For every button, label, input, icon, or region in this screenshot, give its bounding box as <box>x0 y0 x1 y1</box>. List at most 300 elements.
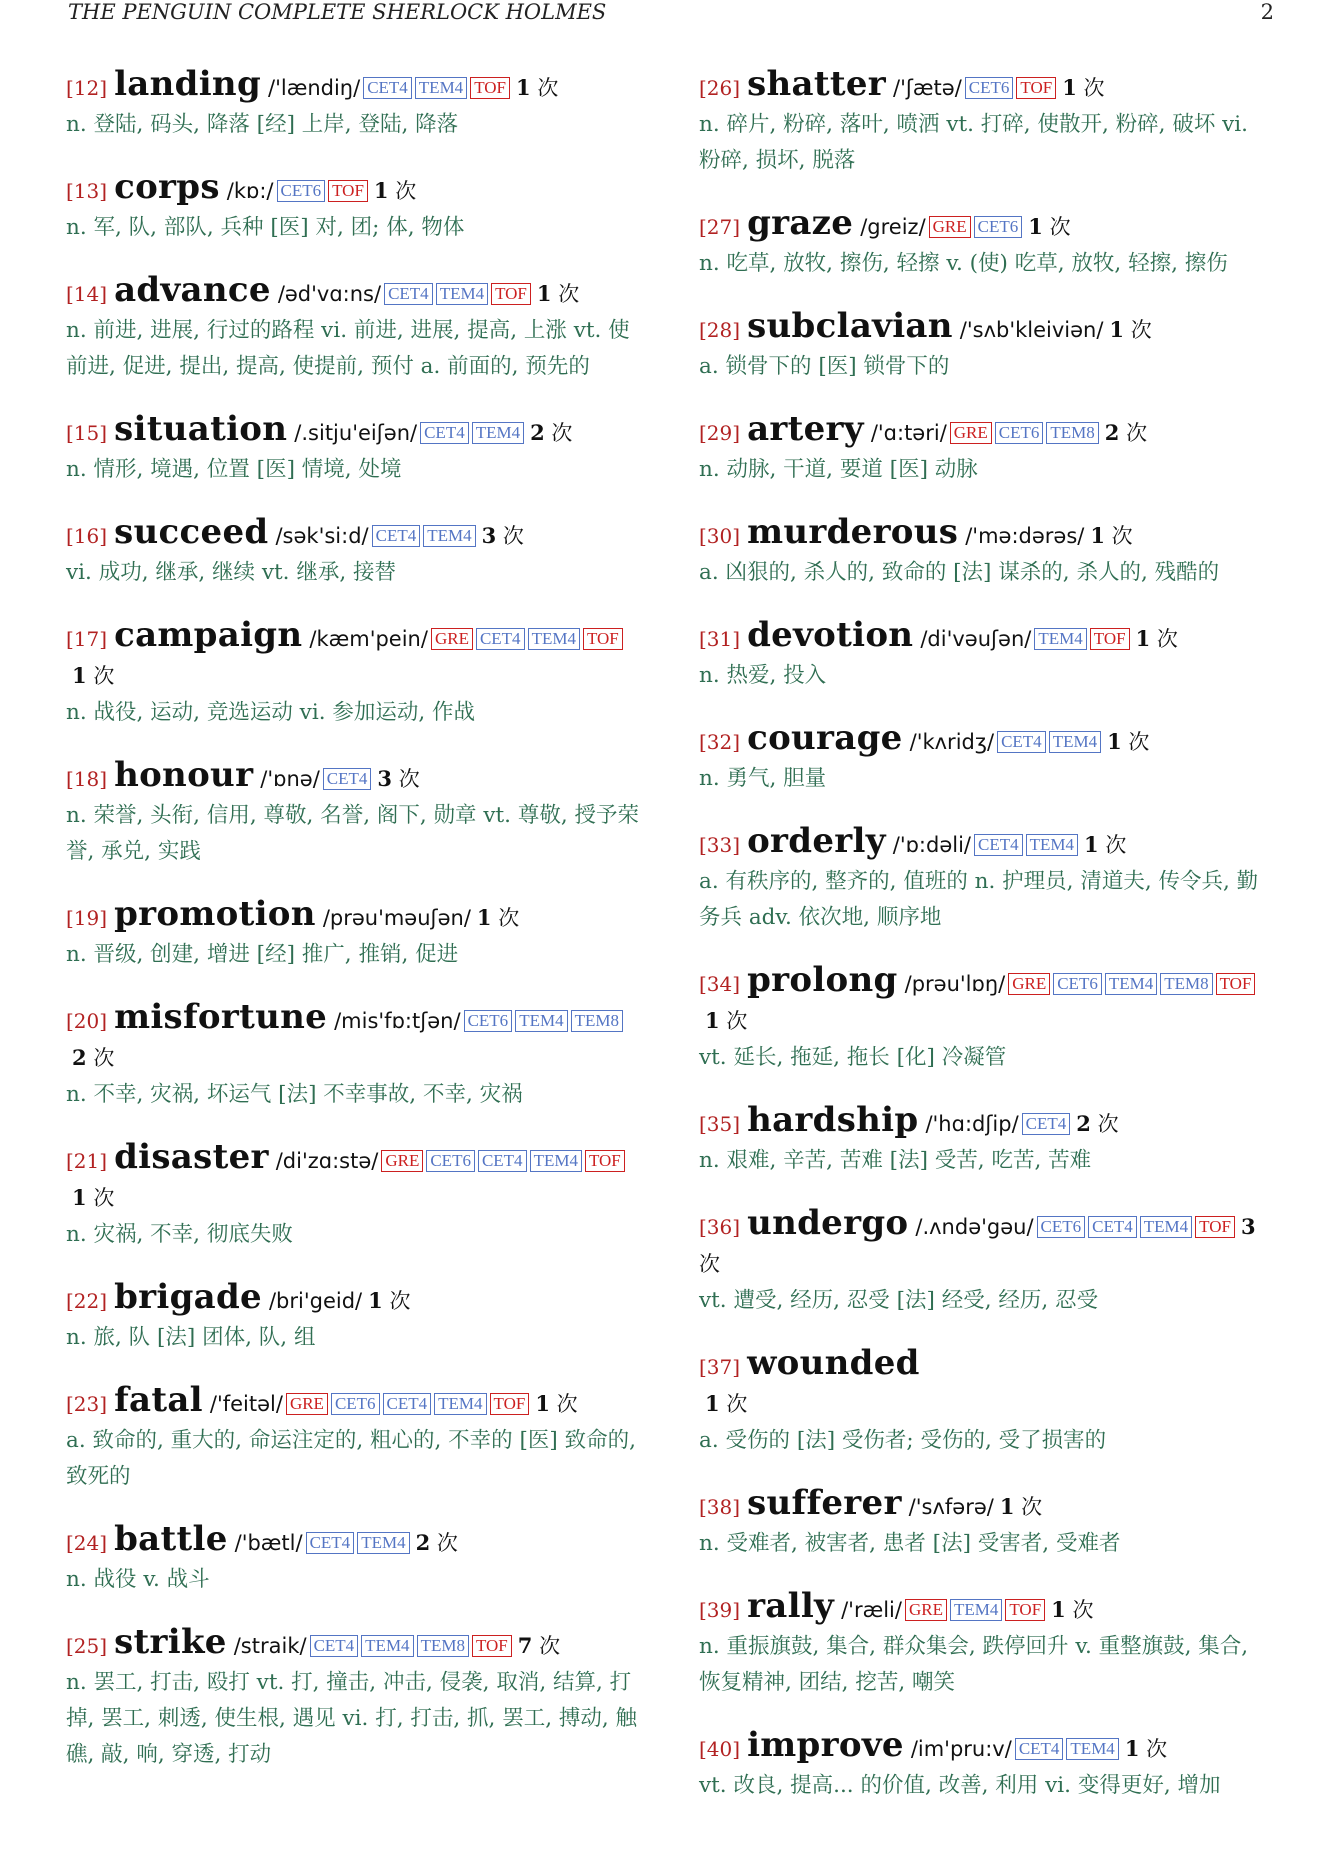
frequency-number: 3 <box>1240 1214 1256 1239</box>
frequency-number: 1 <box>705 1391 720 1416</box>
vocab-entry <box>66 617 641 731</box>
definition: n. 旅, 队 [法] 团体, 队, 组 <box>66 1325 316 1350</box>
headword: hardship <box>747 1100 919 1140</box>
headword: prolong <box>747 960 898 1000</box>
frequency-unit: 次 <box>1021 1495 1043 1519</box>
vocab-entry <box>699 1345 1274 1459</box>
entry-number: [13] <box>66 179 108 203</box>
phonetic: /di'vəuʃən/ <box>920 627 1032 651</box>
entry-headline <box>699 205 1274 246</box>
book-title: THE PENGUIN COMPLETE SHERLOCK HOLMES <box>68 0 607 24</box>
headword: graze <box>747 203 854 243</box>
exam-tag: TEM4 <box>361 1635 413 1657</box>
frequency-unit: 次 <box>699 1252 720 1276</box>
headword: fatal <box>114 1380 203 1420</box>
exam-tag: CET4 <box>478 1150 527 1172</box>
frequency-unit: 次 <box>539 1634 561 1658</box>
frequency-count <box>1125 1737 1167 1761</box>
exam-tag: CET4 <box>323 768 372 790</box>
vocab-entry <box>66 757 641 870</box>
entry-headline <box>66 514 641 555</box>
exam-tag: CET6 <box>331 1393 380 1415</box>
entry-number: [35] <box>699 1112 741 1136</box>
vocab-entry <box>66 66 641 143</box>
exam-tag: TEM8 <box>1160 973 1212 995</box>
entry-headline <box>66 169 641 210</box>
exam-tag: CET6 <box>1037 1216 1086 1238</box>
exam-tag: GRE <box>431 628 473 650</box>
phonetic: /straik/ <box>233 1634 307 1658</box>
exam-tag: TEM4 <box>436 283 488 305</box>
frequency-count <box>1109 318 1151 342</box>
frequency-count <box>72 1186 114 1210</box>
frequency-unit: 次 <box>556 1392 578 1416</box>
headword: promotion <box>114 894 316 934</box>
definition: a. 有秩序的, 整齐的, 值班的 n. 护理员, 清道夫, 传令兵, 勤务兵 adv. 依次地, 顺序地 <box>699 869 1259 930</box>
frequency-count <box>516 76 558 100</box>
definition: n. 罢工, 打击, 殴打 vt. 打, 撞击, 冲击, 侵袭, 取消, 结算, 打掉, 罢工, 刺透, 使生根, 遇见 vi. 打, 打击, 抓, 罢工, 搏动, 触礁, 敲, 响, 穿透, 打动 <box>66 1670 638 1767</box>
frequency-unit: 次 <box>726 1009 748 1033</box>
frequency-number: 2 <box>415 1530 431 1555</box>
frequency-number: 1 <box>536 281 552 306</box>
frequency-count <box>1051 1598 1093 1622</box>
entry-headline <box>699 308 1274 349</box>
exam-tag: CET4 <box>306 1532 355 1554</box>
frequency-number: 1 <box>1124 1736 1140 1761</box>
headword: improve <box>747 1725 904 1765</box>
definition: n. 晋级, 创建, 增进 [经] 推广, 推销, 促进 <box>66 942 459 967</box>
entry-headline <box>66 272 641 313</box>
frequency-count <box>72 1046 114 1070</box>
exam-tag: GRE <box>381 1150 423 1172</box>
phonetic: /.ʌndə'gəu/ <box>915 1215 1034 1239</box>
entry-number: [16] <box>66 524 108 548</box>
phonetic: /kɒ:/ <box>226 179 274 203</box>
headword: murderous <box>747 512 959 552</box>
phonetic: /'sʌb'kleiviən/ <box>959 318 1104 342</box>
exam-tag: TEM4 <box>950 1599 1002 1621</box>
phonetic: /greiz/ <box>860 215 926 239</box>
definition: n. 荣誉, 头衔, 信用, 尊敬, 名誉, 阁下, 勋章 vt. 尊敬, 授予荣誉, 承兑, 实践 <box>66 803 639 864</box>
exam-tag: TOF <box>583 628 623 650</box>
phonetic: /'kʌridʒ/ <box>909 730 995 754</box>
frequency-number: 7 <box>517 1633 533 1658</box>
exam-tag: TEM8 <box>1046 422 1098 444</box>
phonetic: /'bætl/ <box>234 1531 303 1555</box>
exam-tag: CET4 <box>420 422 469 444</box>
entry-number: [18] <box>66 767 108 791</box>
headword: situation <box>114 409 288 449</box>
vocab-entry <box>699 617 1274 694</box>
exam-tag: TEM4 <box>1140 1216 1192 1238</box>
entry-headline <box>66 999 641 1077</box>
definition: n. 受难者, 被害者, 患者 [法] 受害者, 受难者 <box>699 1531 1121 1556</box>
headword: strike <box>114 1622 227 1662</box>
phonetic: /bri'geid/ <box>268 1289 363 1313</box>
headword: undergo <box>747 1203 909 1243</box>
frequency-number: 3 <box>481 523 497 548</box>
frequency-count <box>1136 627 1178 651</box>
entry-headline <box>699 1485 1274 1526</box>
exam-tag: CET6 <box>995 422 1044 444</box>
headword: corps <box>114 167 220 207</box>
definition: n. 吃草, 放牧, 擦伤, 轻擦 v. (使) 吃草, 放牧, 轻擦, 擦伤 <box>699 251 1228 276</box>
exam-tag: CET6 <box>277 180 326 202</box>
definition: n. 登陆, 码头, 降落 [经] 上岸, 登陆, 降落 <box>66 112 459 137</box>
frequency-unit: 次 <box>395 179 417 203</box>
exam-tag: TOF <box>472 1635 512 1657</box>
frequency-number: 1 <box>72 663 87 688</box>
headword: devotion <box>747 615 914 655</box>
entry-headline <box>699 720 1274 761</box>
vocab-entry <box>699 1588 1274 1701</box>
entry-headline <box>66 1139 641 1217</box>
frequency-unit: 次 <box>1083 76 1105 100</box>
exam-tag: TEM4 <box>434 1393 486 1415</box>
definition: n. 热爱, 投入 <box>699 663 827 688</box>
phonetic: /kæm'pein/ <box>309 627 428 651</box>
definition: n. 重振旗鼓, 集合, 群众集会, 跌停回升 v. 重整旗鼓, 集合, 恢复精神, 团结, 挖苦, 嘲笑 <box>699 1634 1249 1695</box>
entry-number: [29] <box>699 421 741 445</box>
frequency-unit: 次 <box>1072 1598 1094 1622</box>
headword: shatter <box>747 64 887 104</box>
vocab-entry <box>699 1102 1274 1179</box>
frequency-unit: 次 <box>1111 524 1133 548</box>
entry-headline <box>66 1521 641 1562</box>
frequency-number: 1 <box>516 75 531 100</box>
exam-tag: TEM4 <box>1049 731 1101 753</box>
frequency-count <box>1000 1495 1042 1519</box>
right-column <box>699 66 1274 1830</box>
headword: honour <box>114 755 254 795</box>
vocab-entry <box>66 896 641 973</box>
frequency-count <box>477 906 519 930</box>
frequency-count <box>705 1009 747 1033</box>
exam-tag: TEM4 <box>1034 628 1086 650</box>
frequency-unit: 次 <box>93 1046 115 1070</box>
exam-tag: TOF <box>1195 1216 1235 1238</box>
entry-headline <box>699 411 1274 452</box>
definition: n. 艰难, 辛苦, 苦难 [法] 受苦, 吃苦, 苦难 <box>699 1148 1092 1173</box>
entry-number: [28] <box>699 318 741 342</box>
frequency-unit: 次 <box>1049 215 1071 239</box>
definition: n. 动脉, 干道, 要道 [医] 动脉 <box>699 457 978 482</box>
frequency-unit: 次 <box>558 282 580 306</box>
entry-number: [21] <box>66 1149 108 1173</box>
exam-tag: CET6 <box>965 77 1014 99</box>
headword: battle <box>114 1519 228 1559</box>
entry-headline <box>699 1588 1274 1629</box>
exam-tag: CET4 <box>1022 1113 1071 1135</box>
phonetic: /'ʃætə/ <box>893 76 962 100</box>
entry-headline <box>699 617 1274 658</box>
headword: misfortune <box>114 997 328 1037</box>
vocab-entry <box>699 1485 1274 1562</box>
exam-tag: TEM4 <box>472 422 524 444</box>
exam-tag: TOF <box>470 77 510 99</box>
frequency-unit: 次 <box>398 767 420 791</box>
exam-tag: CET6 <box>1053 973 1102 995</box>
frequency-number: 1 <box>373 178 389 203</box>
entry-number: [38] <box>699 1495 741 1519</box>
headword: disaster <box>114 1137 269 1177</box>
entry-headline <box>66 411 641 452</box>
definition: n. 前进, 进展, 行过的路程 vi. 前进, 进展, 提高, 上涨 vt. 使前进, 促进, 提出, 提高, 使提前, 预付 a. 前面的, 预先的 <box>66 318 630 379</box>
exam-tag: TEM8 <box>417 1635 469 1657</box>
phonetic: /prəu'lɒŋ/ <box>904 972 1006 996</box>
exam-tag: TEM4 <box>1026 834 1078 856</box>
frequency-unit: 次 <box>1156 627 1178 651</box>
exam-tag: CET4 <box>997 731 1046 753</box>
definition: vt. 延长, 拖延, 拖长 [化] 冷凝管 <box>699 1045 1007 1070</box>
frequency-count <box>1028 215 1070 239</box>
phonetic: /'lændiŋ/ <box>268 76 361 100</box>
exam-tag: CET4 <box>363 77 412 99</box>
phonetic: /'hɑ:dʃip/ <box>925 1112 1019 1136</box>
vocab-entry <box>699 1727 1274 1804</box>
definition: vt. 改良, 提高... 的价值, 改善, 利用 vi. 变得更好, 增加 <box>699 1773 1221 1798</box>
exam-tag: TOF <box>1216 973 1256 995</box>
frequency-count <box>1076 1112 1118 1136</box>
frequency-number: 2 <box>1104 420 1120 445</box>
frequency-unit: 次 <box>551 421 573 445</box>
definition: n. 不幸, 灾祸, 坏运气 [法] 不幸事故, 不幸, 灾祸 <box>66 1082 523 1107</box>
entry-number: [25] <box>66 1634 108 1658</box>
entry-number: [22] <box>66 1289 108 1313</box>
vocab-entry <box>699 720 1274 797</box>
vocab-entry <box>66 1382 641 1495</box>
frequency-unit: 次 <box>1130 318 1152 342</box>
frequency-count <box>530 421 572 445</box>
vocab-entry <box>699 411 1274 488</box>
entry-number: [14] <box>66 282 108 306</box>
entry-number: [30] <box>699 524 741 548</box>
exam-tag: GRE <box>905 1599 947 1621</box>
phonetic: /sək'si:d/ <box>275 524 369 548</box>
entry-number: [40] <box>699 1737 741 1761</box>
definition: n. 情形, 境遇, 位置 [医] 情境, 处境 <box>66 457 402 482</box>
entry-number: [32] <box>699 730 741 754</box>
frequency-number: 1 <box>368 1288 383 1313</box>
headword: advance <box>114 270 271 310</box>
headword: landing <box>114 64 262 104</box>
entry-headline <box>699 514 1274 555</box>
entry-number: [34] <box>699 972 741 996</box>
frequency-number: 1 <box>1135 626 1151 651</box>
vocab-entry <box>66 1139 641 1253</box>
definition: a. 受伤的 [法] 受伤者; 受伤的, 受了损害的 <box>699 1428 1107 1453</box>
entry-headline <box>699 962 1274 1040</box>
entry-number: [39] <box>699 1598 741 1622</box>
frequency-count <box>535 1392 577 1416</box>
frequency-number: 1 <box>1084 832 1099 857</box>
headword: campaign <box>114 615 303 655</box>
exam-tag: CET4 <box>383 1393 432 1415</box>
frequency-number: 1 <box>999 1494 1015 1519</box>
entry-number: [23] <box>66 1392 108 1416</box>
phonetic: /'feitəl/ <box>209 1392 283 1416</box>
definition: a. 凶狠的, 杀人的, 致命的 [法] 谋杀的, 杀人的, 残酷的 <box>699 560 1220 585</box>
definition: n. 战役 v. 战斗 <box>66 1567 210 1592</box>
vocab-entry <box>699 1205 1274 1319</box>
entry-headline <box>66 66 641 107</box>
vocab-entry <box>699 66 1274 179</box>
definition: a. 锁骨下的 [医] 锁骨下的 <box>699 354 950 379</box>
frequency-unit: 次 <box>502 524 524 548</box>
exam-tag: CET4 <box>310 1635 359 1657</box>
running-header <box>68 0 1274 26</box>
frequency-unit: 次 <box>1126 421 1148 445</box>
exam-tag: CET4 <box>372 525 421 547</box>
entry-headline <box>699 66 1274 107</box>
headword: sufferer <box>747 1483 902 1523</box>
entry-number: [26] <box>699 76 741 100</box>
exam-tag: TOF <box>585 1150 625 1172</box>
entry-number: [20] <box>66 1009 108 1033</box>
exam-tag: TEM4 <box>1066 1738 1118 1760</box>
frequency-unit: 次 <box>93 1186 115 1210</box>
entry-headline <box>66 757 641 798</box>
definition: n. 军, 队, 部队, 兵种 [医] 对, 团; 体, 物体 <box>66 215 465 240</box>
exam-tag: TEM4 <box>515 1010 567 1032</box>
exam-tag: TEM4 <box>415 77 467 99</box>
frequency-count <box>368 1289 410 1313</box>
frequency-unit: 次 <box>1097 1112 1119 1136</box>
phonetic: /əd'vɑ:ns/ <box>277 282 382 306</box>
entry-headline <box>699 1205 1274 1283</box>
entry-number: [37] <box>699 1355 741 1379</box>
entry-number: [36] <box>699 1215 741 1239</box>
vocab-entry <box>66 1624 641 1773</box>
page-number: 2 <box>1260 0 1274 24</box>
entry-number: [15] <box>66 421 108 445</box>
frequency-unit: 次 <box>537 76 559 100</box>
frequency-number: 2 <box>530 420 545 445</box>
entry-number: [19] <box>66 906 108 930</box>
entry-headline <box>66 896 641 937</box>
entry-headline <box>66 1624 641 1665</box>
frequency-count <box>377 767 419 791</box>
entry-number: [12] <box>66 76 108 100</box>
exam-tag: TEM4 <box>1105 973 1157 995</box>
frequency-number: 3 <box>377 766 393 791</box>
exam-tag: TOF <box>328 180 368 202</box>
frequency-count <box>1105 421 1147 445</box>
frequency-number: 1 <box>476 905 492 930</box>
frequency-unit: 次 <box>389 1289 411 1313</box>
entry-headline <box>699 823 1274 864</box>
frequency-number: 1 <box>705 1008 720 1033</box>
exam-tag: CET6 <box>426 1150 475 1172</box>
entry-headline <box>66 617 641 695</box>
frequency-count <box>705 1392 747 1416</box>
exam-tag: CET6 <box>464 1010 513 1032</box>
exam-tag: TEM4 <box>530 1150 582 1172</box>
definition: n. 勇气, 胆量 <box>699 766 827 791</box>
headword: courage <box>747 718 903 758</box>
vocab-entry <box>66 514 641 591</box>
frequency-count <box>1107 730 1149 754</box>
frequency-count <box>1062 76 1104 100</box>
exam-tag: CET4 <box>1088 1216 1137 1238</box>
exam-tag: TOF <box>1016 77 1056 99</box>
headword: artery <box>747 409 864 449</box>
frequency-count <box>1084 833 1126 857</box>
headword: wounded <box>747 1343 920 1383</box>
frequency-number: 1 <box>1051 1597 1066 1622</box>
vocab-entry <box>66 272 641 385</box>
headword: succeed <box>114 512 269 552</box>
frequency-unit: 次 <box>1128 730 1150 754</box>
frequency-number: 1 <box>1090 523 1105 548</box>
exam-tag: GRE <box>1008 973 1050 995</box>
headword: subclavian <box>747 306 953 346</box>
vocab-entry <box>66 169 641 246</box>
exam-tag: GRE <box>950 422 992 444</box>
frequency-unit: 次 <box>1105 833 1127 857</box>
frequency-count <box>518 1634 560 1658</box>
exam-tag: TEM4 <box>357 1532 409 1554</box>
headword: orderly <box>747 821 886 861</box>
vocab-entry <box>699 823 1274 936</box>
phonetic: /im'pru:v/ <box>910 1737 1012 1761</box>
exam-tag: TEM4 <box>528 628 580 650</box>
vocab-entry <box>699 962 1274 1076</box>
frequency-number: 1 <box>1109 317 1125 342</box>
frequency-number: 1 <box>1107 729 1122 754</box>
phonetic: /'ɒ:dəli/ <box>892 833 971 857</box>
vocab-entry <box>66 1521 641 1598</box>
entry-number: [31] <box>699 627 741 651</box>
exam-tag: CET4 <box>974 834 1023 856</box>
entry-headline <box>66 1279 641 1320</box>
phonetic: /.sitju'eiʃən/ <box>294 421 418 445</box>
phonetic: /di'zɑ:stə/ <box>275 1149 379 1173</box>
definition: vt. 遭受, 经历, 忍受 [法] 经受, 经历, 忍受 <box>699 1288 1099 1313</box>
frequency-unit: 次 <box>726 1392 748 1416</box>
phonetic: /'ɒnə/ <box>260 767 320 791</box>
frequency-unit: 次 <box>498 906 520 930</box>
exam-tag: TOF <box>1090 628 1130 650</box>
headword: rally <box>747 1586 835 1626</box>
entry-number: [17] <box>66 627 108 651</box>
vocab-entry <box>66 1279 641 1356</box>
frequency-count <box>537 282 579 306</box>
exam-tag: CET4 <box>1015 1738 1064 1760</box>
frequency-unit: 次 <box>436 1531 458 1555</box>
entry-headline <box>699 1345 1274 1423</box>
exam-tag: TOF <box>490 1393 530 1415</box>
frequency-count <box>416 1531 458 1555</box>
exam-tag: TOF <box>1005 1599 1045 1621</box>
exam-tag: CET4 <box>476 628 525 650</box>
definition: vi. 成功, 继承, 继续 vt. 继承, 接替 <box>66 560 396 585</box>
vocab-entry <box>66 411 641 488</box>
definition: n. 战役, 运动, 竞选运动 vi. 参加运动, 作战 <box>66 700 476 725</box>
frequency-number: 1 <box>535 1391 550 1416</box>
exam-tag: TOF <box>491 283 531 305</box>
definition: n. 碎片, 粉碎, 落叶, 喷洒 vt. 打碎, 使散开, 粉碎, 破坏 vi. 粉碎, 损坏, 脱落 <box>699 112 1249 173</box>
exam-tag: GRE <box>286 1393 328 1415</box>
phonetic: /'mə:dərəs/ <box>965 524 1085 548</box>
exam-tag: TEM4 <box>423 525 475 547</box>
entry-number: [33] <box>699 833 741 857</box>
phonetic: /'ræli/ <box>841 1598 902 1622</box>
frequency-unit: 次 <box>93 664 115 688</box>
phonetic: /prəu'məuʃən/ <box>322 906 471 930</box>
phonetic: /mis'fɒ:tʃən/ <box>334 1009 461 1033</box>
entry-number: [27] <box>699 215 741 239</box>
